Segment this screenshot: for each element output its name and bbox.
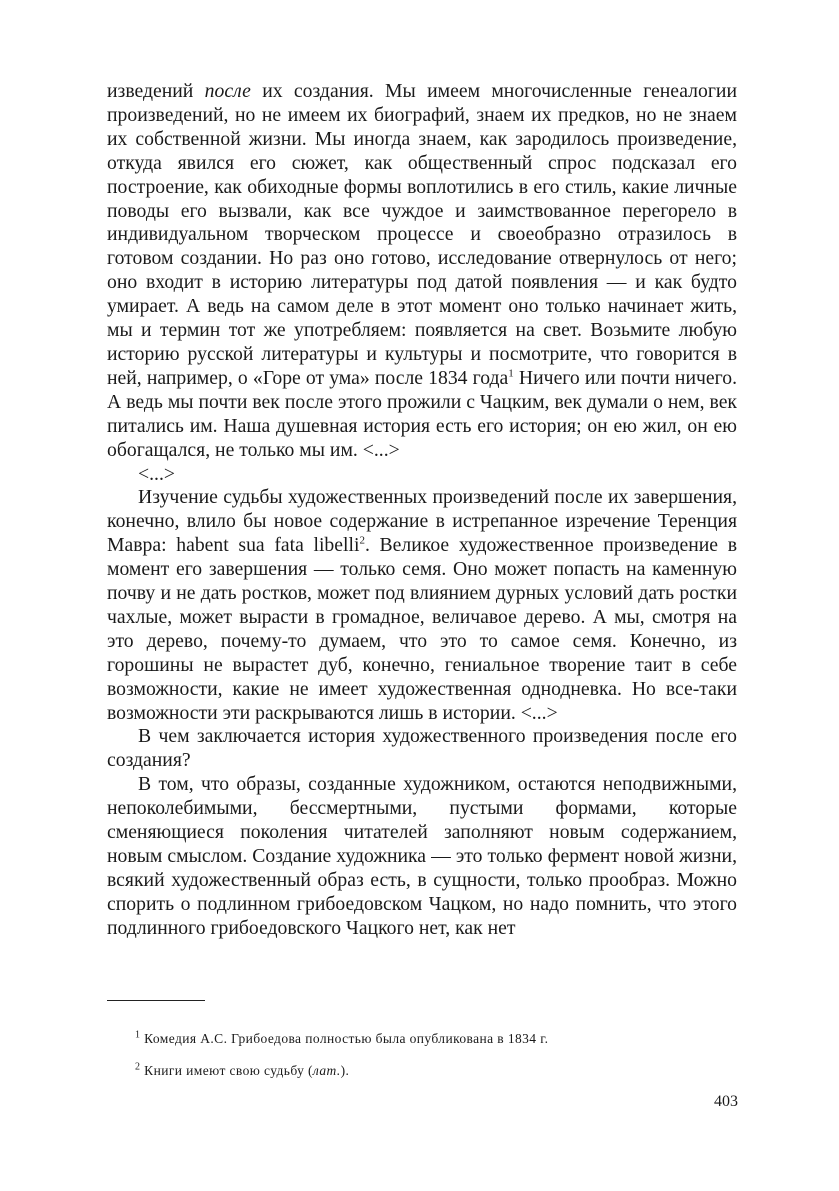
footnote-ref-1: 1: [508, 367, 514, 380]
footnote-mark: 2: [135, 1061, 141, 1073]
ellipsis-separator: <...>: [138, 462, 175, 485]
body-text: [107, 80, 737, 941]
footnote-ref-2: 2: [359, 534, 365, 547]
emphasis: после: [204, 80, 251, 102]
footnote-mark: 1: [135, 1029, 141, 1041]
paragraph-3: В чем заключается история художественного произведения после его создания?: [107, 725, 737, 772]
text-span: . Великое художественное произведение в момент его завершения — только семя. Оно может попасть на каменную почву и не дать ростков, может под влиянием дурных условий дать ростки чахлые, может вырасти в громадное, величавое дерево. А мы, смотря на это дерево, почему-то думаем, что это то самое семя. Конечно, из горошины не вырастет дуб, конечно, гениальное творение таит в себе возможности, какие не имеет художественная однодневка. Но все-таки возможности эти раскрываются лишь в истории. <...>: [107, 534, 738, 724]
text-span: Изучение судьбы художественных произведений после их завершения, конечно, влило бы новое содержание в истрепанное изречение Теренция Мавра: habent sua fata libelli: [107, 486, 737, 557]
paragraph-1: [107, 80, 737, 463]
page-number: 403: [714, 1093, 738, 1110]
text-span: изведений: [107, 80, 205, 102]
footnote-emphasis: лат.: [312, 1063, 341, 1078]
text-span: их создания. Мы имеем многочисленные генеалогии произведений, но не имеем их биографий, знаем их предков, но не знаем их собственной жизни. Мы иногда знаем, как зародилось произведение, откуда явился его сюжет, как общественный спрос подсказал его построение, как обиходные формы воплотились в его стиль, какие личные поводы его вызвали, как все чуждое и заимствованное перегорело в индивидуальном творческом процессе и своеобразно отразилось в готовом создании. Но раз оно готово, исследование отвернулось от него; оно входит в историю литературы под датой появления — и как будто умирает. А ведь на самом деле в этот момент оно только начинает жить, мы и термин тот же употребляем: появляется на свет. Возьмите любую историю русской литературы и культуры и посмотрите, что говорится в ней, например, о «Горе от ума» после 1834 года: [107, 80, 737, 389]
footnote-2: [135, 1063, 349, 1079]
footnote-divider: [107, 1000, 205, 1001]
text-span: Ничего или почти ничего. А ведь мы почти век после этого прожили с Чацким, век думали о нем, век питались им. Наша душевная история есть его история; он ею жил, он ею обогащался, не только мы им. <...>: [107, 366, 737, 461]
footnote-text: Комедия А.С. Грибоедова полностью была опубликована в 1834 г.: [140, 1031, 549, 1046]
footnote-1: [135, 1031, 548, 1047]
footnote-text: Книги имеют свою судьбу (: [140, 1063, 313, 1078]
paragraph-2: [107, 486, 737, 725]
paragraph-4: В том, что образы, созданные художником, остаются неподвижными, непоколебимыми, бессмертными, пустыми формами, которые сменяющиеся поколения читателей заполняют новым содержанием, новым смыслом. Создание художника — это только фермент новой жизни, всякий художественный образ есть, в сущности, только прообраз. Можно спорить о подлинном грибоедовском Чацком, но надо помнить, что этого подлинного грибоедовского Чацкого нет, как нет: [107, 773, 737, 939]
footnote-text: ).: [340, 1063, 350, 1078]
